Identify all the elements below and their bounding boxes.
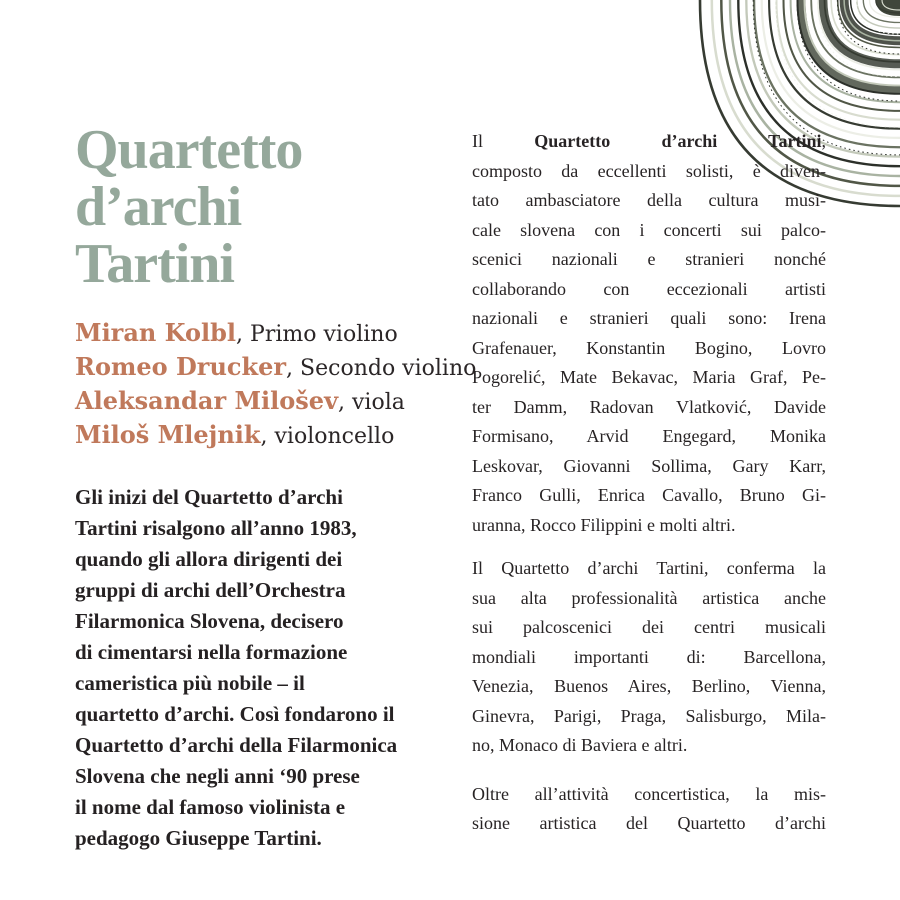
- text-line: Venezia, Buenos Aires, Berlino, Vienna,: [472, 676, 826, 696]
- member-role: , Secondo violino: [286, 356, 477, 381]
- intro-paragraph: [472, 127, 826, 540]
- member-role: , viola: [338, 390, 405, 415]
- history-paragraph: [75, 482, 460, 854]
- text-line: quando gli allora dirigenti dei: [75, 547, 343, 571]
- text-line: Grafenauer, Konstantin Bogino, Lovro: [472, 337, 826, 358]
- text-line: sua alta professionalità artistica anche: [472, 587, 826, 608]
- left-column: [75, 119, 477, 854]
- text-line: quartetto d’archi. Così fondarono il: [75, 702, 395, 726]
- member-role: , Primo violino: [236, 322, 398, 347]
- text-line: Tartini: [75, 233, 234, 295]
- text-line: Gli inizi del Quartetto d’archi: [75, 485, 343, 509]
- world-stages-paragraph: [472, 554, 826, 761]
- text-line: tato ambasciatore della cultura musi-: [472, 190, 826, 210]
- text-line: scenici nazionali e stranieri nonché: [472, 249, 826, 269]
- text-line: cameristica più nobile – il: [75, 671, 305, 695]
- text-line: Pogorelić, Mate Bekavac, Maria Graf, Pe-: [472, 367, 826, 387]
- text-line: di cimentarsi nella formazione: [75, 640, 348, 664]
- text-line: Oltre all’attività concertistica, la mis-: [472, 783, 826, 804]
- main-text-column: [472, 127, 826, 839]
- member-row: [75, 318, 460, 352]
- text-line: mondiali importanti di: Barcellona,: [472, 646, 826, 667]
- lead-word: Il: [472, 131, 535, 151]
- text-line: Franco Gulli, Enrica Cavallo, Bruno Gi-: [472, 485, 826, 505]
- text-line: collaborando con eccezionali artisti: [472, 278, 826, 299]
- member-role: , violoncello: [260, 424, 395, 449]
- member-name: Miloš Mlejnik: [75, 420, 261, 449]
- ensemble-members-list: [75, 318, 477, 454]
- punctuation: ,: [821, 131, 827, 151]
- text-line: pedagogo Giuseppe Tartini.: [75, 826, 322, 850]
- mission-paragraph: [472, 780, 826, 839]
- text-line: Quartetto d’archi della Filarmonica: [75, 733, 398, 757]
- intro-paragraph-lines: [472, 157, 826, 541]
- text-line: no, Monaco di Baviera e altri.: [472, 735, 688, 755]
- text-line: composto da eccellenti solisti, è diven-: [472, 160, 826, 181]
- member-name: Aleksandar Milošev: [75, 386, 339, 415]
- text-line: sione artistica del Quartetto d’archi: [472, 813, 826, 833]
- member-name: Miran Kolbl: [75, 318, 237, 347]
- text-line: ter Damm, Radovan Vlatković, Davide: [472, 396, 826, 417]
- text-line: Il Quartetto d’archi Tartini, conferma la: [472, 558, 826, 578]
- member-name: Romeo Drucker: [75, 352, 287, 381]
- text-line: Ginevra, Parigi, Praga, Salisburgo, Mila-: [472, 705, 826, 726]
- text-line: cale slovena con i concerti sui palco-: [472, 219, 826, 240]
- paragraph-first-line: [472, 127, 826, 157]
- text-line: uranna, Rocco Filippini e molti altri.: [472, 514, 736, 535]
- text-line: d’archi: [75, 176, 242, 238]
- text-line: Quartetto: [75, 119, 303, 181]
- text-line: Leskovar, Giovanni Sollima, Gary Karr,: [472, 455, 826, 476]
- text-line: gruppi di archi dell’Orchestra: [75, 578, 346, 602]
- member-row: [75, 352, 477, 386]
- text-line: Formisano, Arvid Engegard, Monika: [472, 426, 826, 446]
- text-line: Slovena che negli anni ‘90 prese: [75, 764, 360, 788]
- member-row: [75, 386, 460, 420]
- quartet-name-bold: Quartetto d’archi Tartini: [534, 131, 822, 151]
- text-line: il nome dal famoso violinista e: [75, 795, 346, 819]
- text-line: nazionali e stranieri quali sono: Irena: [472, 308, 826, 328]
- text-line: Filarmonica Slovena, decisero: [75, 609, 344, 633]
- text-line: Tartini risalgono all’anno 1983,: [75, 516, 357, 540]
- member-row: [75, 420, 460, 454]
- page-title: [75, 119, 460, 295]
- text-line: sui palcoscenici dei centri musicali: [472, 617, 826, 637]
